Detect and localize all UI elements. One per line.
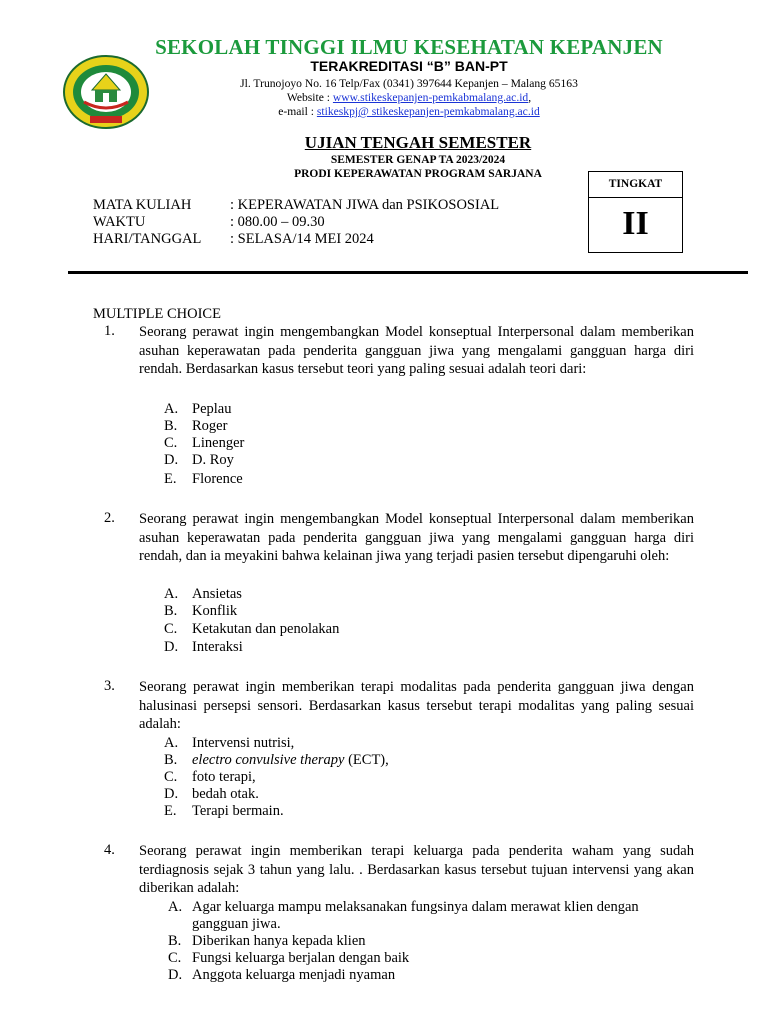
- option[interactable]: [164, 621, 564, 638]
- question-number: 3.: [104, 678, 115, 694]
- option-letter: A.: [168, 899, 183, 915]
- semester-line: SEMESTER GENAP TA 2023/2024: [330, 154, 506, 166]
- program-line: PRODI KEPERAWATAN PROGRAM SARJANA: [294, 168, 542, 180]
- option[interactable]: [164, 401, 564, 418]
- exam-title: UJIAN TENGAH SEMESTER: [304, 133, 532, 152]
- option-letter: B.: [164, 752, 178, 768]
- tingkat-box: [588, 171, 683, 253]
- option-text-continued: gangguan jiwa.: [192, 916, 281, 932]
- option-text: Diberikan hanya kepada klien: [192, 933, 366, 949]
- option[interactable]: [168, 933, 568, 950]
- address-line: Jl. Trunojoyo No. 16 Telp/Fax (0341) 397644 Kepanjen – Malang 65163: [240, 77, 578, 90]
- option-text: Linenger: [192, 435, 245, 451]
- info-value: : KEPERAWATAN JIWA dan PSIKOSOSIAL: [230, 197, 500, 213]
- option-text: foto terapi,: [192, 769, 256, 785]
- tingkat-label: TINGKAT: [589, 172, 682, 198]
- option[interactable]: [168, 899, 708, 933]
- option[interactable]: [164, 769, 564, 786]
- option-text: Konflik: [192, 603, 238, 619]
- option-text: Interaksi: [192, 639, 243, 655]
- option[interactable]: [164, 752, 564, 769]
- question-text: Seorang perawat ingin mengembangkan Model konseptual Interpersonal dalam memberikan asuhan keperawatan pada penderita gangguan jiwa yang mengalami gangguan harga diri rendah, dan ia meyakini bahwa kelainan jiwa yang terjadi pasien tersebut dipengaruhi oleh:: [139, 511, 694, 565]
- option[interactable]: [164, 639, 564, 656]
- option-text: Peplau: [192, 401, 232, 417]
- option[interactable]: [164, 452, 564, 469]
- option-text: Fungsi keluarga berjalan dengan baik: [192, 950, 410, 966]
- option[interactable]: [164, 735, 564, 752]
- option-text: Florence: [192, 471, 243, 487]
- option[interactable]: [164, 603, 564, 620]
- option-text: Agar keluarga mampu melaksanakan fungsinya dalam merawat klien dengan: [192, 899, 639, 915]
- website-line: Website : www.stikeskepanjen-pemkabmalang.ac.id,: [286, 91, 532, 104]
- option[interactable]: [164, 586, 564, 603]
- option-letter: C.: [164, 621, 178, 637]
- option-letter: B.: [168, 933, 182, 949]
- website-label: Website :: [286, 91, 333, 104]
- accreditation-line: TERAKREDITASI “B” BAN-PT: [310, 58, 508, 74]
- question-number: 2.: [104, 510, 115, 526]
- option-letter: C.: [164, 769, 178, 785]
- section-title: MULTIPLE CHOICE: [93, 306, 221, 322]
- option-letter: D.: [168, 967, 183, 983]
- option-text: Roger: [192, 418, 228, 434]
- question-text: Seorang perawat ingin mengembangkan Model konseptual Interpersonal dalam memberikan asuhan keperawatan pada penderita gangguan jiwa yang mengalami gangguan harga diri rendah. Berdasarkan kasus tersebut teori yang paling sesuai adalah teori dari:: [139, 324, 694, 378]
- email-label: e-mail :: [278, 105, 317, 118]
- info-key: HARI/TANGGAL: [93, 231, 202, 247]
- option-letter: A.: [164, 401, 179, 417]
- option-text: Ketakutan dan penolakan: [192, 621, 340, 637]
- info-value: : SELASA/14 MEI 2024: [230, 231, 374, 247]
- institution-name: SEKOLAH TINGGI ILMU KESEHATAN KEPANJEN: [155, 35, 663, 59]
- question-number: 1.: [104, 323, 115, 339]
- info-key: WAKTU: [93, 214, 146, 230]
- option[interactable]: [164, 471, 564, 488]
- info-value: : 080.00 – 09.30: [230, 214, 325, 230]
- option-letter: E.: [164, 471, 177, 487]
- option-letter: E.: [164, 803, 177, 819]
- header-divider: [68, 271, 748, 274]
- info-key: MATA KULIAH: [93, 197, 192, 213]
- option[interactable]: [164, 418, 564, 435]
- option-text: [192, 752, 389, 769]
- option-text: Ansietas: [192, 586, 242, 602]
- tingkat-value: II: [622, 205, 649, 242]
- info-row-course: [93, 197, 499, 214]
- option-text: D. Roy: [192, 452, 234, 468]
- info-row-date: [93, 231, 374, 248]
- option-letter: A.: [164, 735, 179, 751]
- option-text: Anggota keluarga menjadi nyaman: [192, 967, 396, 983]
- question-number: 4.: [104, 842, 115, 858]
- option-letter: B.: [164, 603, 178, 619]
- question-text: Seorang perawat ingin memberikan terapi keluarga pada penderita waham yang sudah terdiagnosis sejak 3 tahun yang lalu. . Berdasarkan kasus tersebut tujuan intervensi yang akan diberikan adalah:: [139, 843, 694, 897]
- option[interactable]: [164, 803, 564, 820]
- option[interactable]: [164, 435, 564, 452]
- option[interactable]: [168, 950, 568, 967]
- option-text-rest: (ECT),: [344, 752, 389, 768]
- option-letter: C.: [168, 950, 182, 966]
- option-letter: A.: [164, 586, 179, 602]
- email-line: [0, 105, 768, 118]
- email-link[interactable]: stikeskpj@ stikeskepanjen-pemkabmalang.ac.id: [316, 105, 540, 118]
- option-letter: D.: [164, 452, 179, 468]
- option-text: Intervensi nutrisi,: [192, 735, 295, 751]
- option[interactable]: [168, 967, 568, 984]
- option[interactable]: [164, 786, 564, 803]
- option-letter: D.: [164, 639, 179, 655]
- option-letter: C.: [164, 435, 178, 451]
- option-text: bedah otak.: [192, 786, 259, 802]
- option-letter: D.: [164, 786, 179, 802]
- option-text: Terapi bermain.: [192, 803, 284, 819]
- website-link[interactable]: www.stikeskepanjen-pemkabmalang.ac.id: [332, 91, 529, 104]
- info-row-time: [93, 214, 325, 231]
- option-text-italic: electro convulsive therapy: [192, 752, 345, 768]
- option-letter: B.: [164, 418, 178, 434]
- question-text: Seorang perawat ingin memberikan terapi modalitas pada penderita gangguan jiwa dengan halusinasi persepsi sensori. Berdasarkan kasus tersebut terapi modalitas yang paling sesuai adalah:: [139, 679, 694, 733]
